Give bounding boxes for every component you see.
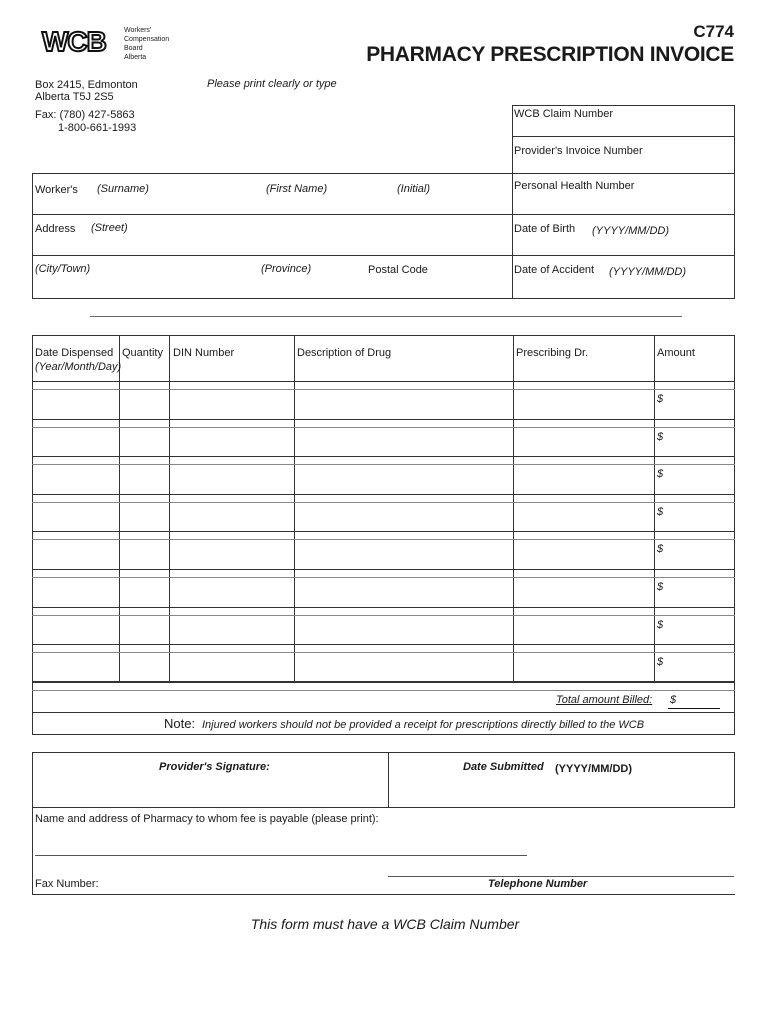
quantity-input[interactable] [120, 578, 168, 606]
col-prescribing-dr: Prescribing Dr. [516, 347, 589, 359]
col-description: Description of Drug [297, 347, 392, 359]
amount-input[interactable] [655, 465, 734, 493]
accident-date-field[interactable]: Date of Accident [514, 264, 595, 276]
quantity-input[interactable] [120, 653, 168, 681]
address-line1: Box 2415, Edmonton [35, 79, 138, 91]
date-dispensed-input[interactable] [33, 465, 118, 493]
col-quantity: Quantity [122, 347, 163, 359]
telephone-number-field[interactable]: Telephone Number [488, 878, 588, 890]
date-dispensed-input[interactable] [33, 428, 118, 456]
date-dispensed-input[interactable] [33, 578, 118, 606]
initial-field[interactable]: (Initial) [397, 183, 431, 195]
page-title: PHARMACY PRESCRIPTION INVOICE [366, 43, 734, 66]
description-input[interactable] [295, 390, 512, 418]
amount-input[interactable] [655, 428, 734, 456]
prescribing-dr-input[interactable] [514, 578, 653, 606]
quantity-input[interactable] [120, 428, 168, 456]
description-input[interactable] [295, 465, 512, 493]
din-input[interactable] [170, 390, 293, 418]
description-input[interactable] [295, 503, 512, 531]
description-input[interactable] [295, 616, 512, 644]
wcb-logo-text [124, 26, 169, 62]
amount-input[interactable] [655, 540, 734, 568]
total-currency: $ [670, 694, 677, 706]
province-field[interactable]: (Province) [261, 263, 312, 275]
amount-input[interactable] [655, 578, 734, 606]
prescribing-dr-input[interactable] [514, 540, 653, 568]
accident-date-format: (YYYY/MM/DD) [609, 266, 686, 278]
date-dispensed-input[interactable] [33, 540, 118, 568]
col-amount: Amount [657, 347, 695, 359]
amount-currency: $ [657, 393, 664, 405]
city-field[interactable]: (City/Town) [35, 263, 91, 275]
wcb-logo: WCB [42, 26, 106, 57]
logo-line: Workers' [124, 27, 152, 34]
prescribing-dr-input[interactable] [514, 390, 653, 418]
address-line2: Alberta T5J 2S5 [35, 91, 114, 103]
quantity-input[interactable] [120, 465, 168, 493]
quantity-input[interactable] [120, 390, 168, 418]
invoice-number-field[interactable]: Provider's Invoice Number [514, 145, 643, 157]
health-number-field[interactable]: Personal Health Number [514, 180, 635, 192]
closing-note: This form must have a WCB Claim Number [250, 916, 520, 932]
din-input[interactable] [170, 428, 293, 456]
street-field[interactable]: (Street) [91, 222, 128, 234]
description-input[interactable] [295, 428, 512, 456]
amount-currency: $ [657, 656, 664, 668]
amount-currency: $ [657, 431, 664, 443]
date-submitted-field[interactable]: Date Submitted [463, 761, 544, 773]
form-number: C774 [693, 22, 734, 41]
amount-currency: $ [657, 468, 664, 480]
din-input[interactable] [170, 540, 293, 568]
quantity-input[interactable] [120, 540, 168, 568]
note-text: Injured workers should not be provided a receipt for prescriptions directly billed to the WCB [202, 719, 645, 731]
date-dispensed-input[interactable] [33, 653, 118, 681]
quantity-input[interactable] [120, 503, 168, 531]
din-input[interactable] [170, 503, 293, 531]
din-input[interactable] [170, 616, 293, 644]
address-label: Address [35, 223, 76, 235]
postal-code-field[interactable]: Postal Code [368, 264, 428, 276]
provider-signature-field[interactable]: Provider's Signature: [159, 761, 270, 773]
dob-field[interactable]: Date of Birth [514, 223, 576, 235]
col-date-format: (Year/Month/Day) [35, 361, 122, 373]
prescribing-dr-input[interactable] [514, 653, 653, 681]
amount-currency: $ [657, 506, 664, 518]
description-input[interactable] [295, 540, 512, 568]
col-date-dispensed: Date Dispensed [35, 347, 114, 359]
dob-format: (YYYY/MM/DD) [592, 225, 669, 237]
logo-line: Compensation [124, 36, 170, 43]
din-input[interactable] [170, 653, 293, 681]
amount-input[interactable] [655, 503, 734, 531]
note-label: Note: [164, 716, 196, 731]
description-input[interactable] [295, 653, 512, 681]
logo-line: Alberta [124, 54, 147, 61]
phone-number: 1-800-661-1993 [58, 122, 137, 134]
first-name-field[interactable]: (First Name) [266, 183, 328, 195]
din-input[interactable] [170, 578, 293, 606]
amount-currency: $ [657, 581, 664, 593]
fax-number: Fax: (780) 427-5863 [35, 109, 135, 121]
amount-currency: $ [657, 619, 664, 631]
pharmacy-name-address-field[interactable]: Name and address of Pharmacy to whom fee is payable (please print): [35, 813, 379, 825]
worker-label: Worker's [35, 184, 78, 196]
fax-number-field[interactable]: Fax Number: [35, 878, 99, 890]
amount-input[interactable] [655, 653, 734, 681]
amount-input[interactable] [655, 390, 734, 418]
surname-field[interactable]: (Surname) [97, 183, 149, 195]
prescribing-dr-input[interactable] [514, 465, 653, 493]
date-dispensed-input[interactable] [33, 390, 118, 418]
logo-line: Board [124, 45, 143, 52]
quantity-input[interactable] [120, 616, 168, 644]
total-label: Total amount Billed: [556, 694, 653, 706]
print-instruction: Please print clearly or type [207, 78, 337, 90]
date-dispensed-input[interactable] [33, 616, 118, 644]
date-submitted-format: (YYYY/MM/DD) [555, 763, 632, 775]
amount-input[interactable] [655, 616, 734, 644]
prescribing-dr-input[interactable] [514, 503, 653, 531]
prescribing-dr-input[interactable] [514, 616, 653, 644]
claim-number-field[interactable]: WCB Claim Number [514, 108, 614, 120]
description-input[interactable] [295, 578, 512, 606]
col-din: DIN Number [173, 347, 235, 359]
din-input[interactable] [170, 465, 293, 493]
amount-currency: $ [657, 543, 664, 555]
date-dispensed-input[interactable] [33, 503, 118, 531]
prescribing-dr-input[interactable] [514, 428, 653, 456]
